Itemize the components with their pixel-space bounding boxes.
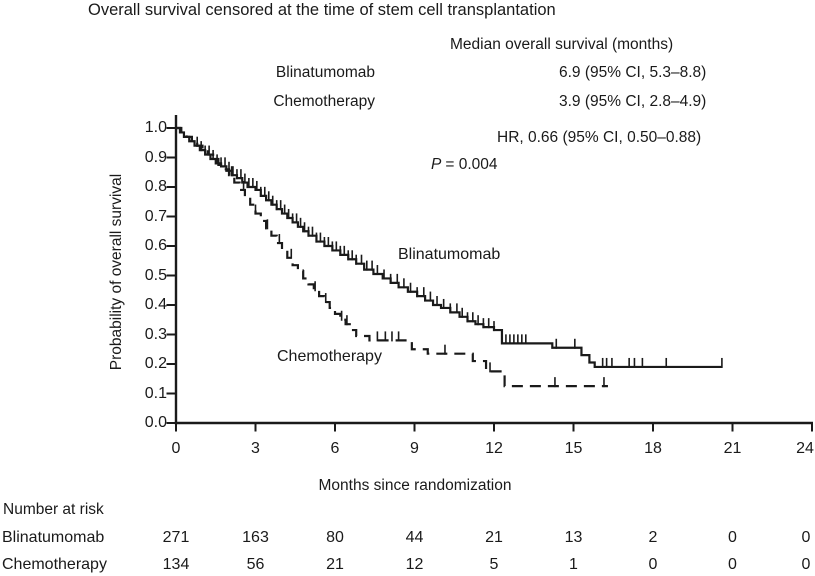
risk-count-chemotherapy: 56 (246, 556, 265, 573)
risk-count-chemotherapy: 0 (728, 556, 737, 573)
chart-title: Overall survival censored at the time of stem cell transplantation (88, 1, 556, 19)
y-tick-label: 0.4 (144, 296, 167, 313)
p-symbol: P (431, 156, 442, 173)
survival-curve-chemotherapy (176, 128, 608, 386)
stats-label-chemotherapy: Chemotherapy (273, 93, 375, 110)
risk-row-label-blinatumomab: Blinatumomab (2, 529, 105, 546)
y-axis-title: Probability of overall survival (108, 173, 125, 371)
risk-count-blinatumomab: 21 (485, 529, 503, 546)
curve-label-blinatumomab: Blinatumomab (398, 246, 501, 263)
x-axis-title: Months since randomization (318, 477, 512, 494)
curve-label-chemotherapy: Chemotherapy (277, 348, 382, 365)
x-tick-label: 3 (251, 440, 260, 457)
risk-count-chemotherapy: 1 (569, 556, 578, 573)
y-tick-label: 0.3 (144, 325, 167, 343)
risk-count-blinatumomab: 163 (242, 529, 269, 546)
risk-count-blinatumomab: 271 (162, 529, 190, 546)
y-tick-label: 0.0 (144, 414, 167, 431)
x-tick-label: 21 (723, 440, 742, 457)
x-tick-label: 18 (644, 440, 662, 457)
risk-count-chemotherapy: 134 (162, 556, 190, 573)
y-tick-label: 0.5 (144, 266, 167, 284)
stats-value-chemotherapy: 3.9 (95% CI, 2.8–4.9) (559, 93, 707, 110)
risk-count-blinatumomab: 80 (326, 529, 344, 546)
stats-value-blinatumomab: 6.9 (95% CI, 5.3–8.8) (559, 64, 707, 81)
survival-curve-blinatumomab (176, 128, 722, 367)
y-tick-label: 0.7 (144, 207, 167, 225)
median-survival-header: Median overall survival (months) (450, 36, 674, 53)
x-tick-label: 0 (171, 440, 181, 457)
x-tick-label: 24 (796, 440, 814, 457)
risk-count-blinatumomab: 44 (405, 529, 424, 546)
x-tick-label: 12 (485, 440, 503, 457)
y-tick-label: 1.0 (144, 119, 167, 136)
risk-table-heading: Number at risk (3, 501, 104, 518)
risk-count-chemotherapy: 12 (405, 556, 424, 573)
risk-count-blinatumomab: 0 (801, 529, 811, 546)
y-tick-label: 0.1 (144, 384, 167, 402)
risk-count-blinatumomab: 2 (648, 529, 658, 546)
p-number: = 0.004 (445, 156, 498, 173)
x-tick-label: 9 (410, 440, 419, 457)
x-tick-label: 6 (330, 440, 340, 457)
y-tick-label: 0.8 (144, 178, 167, 195)
y-tick-label: 0.6 (144, 237, 167, 254)
risk-count-chemotherapy: 5 (489, 556, 499, 573)
risk-row-label-chemotherapy: Chemotherapy (2, 556, 107, 573)
risk-count-blinatumomab: 0 (728, 529, 737, 546)
risk-count-chemotherapy: 0 (801, 556, 811, 573)
y-tick-label: 0.2 (144, 355, 167, 372)
risk-count-chemotherapy: 21 (326, 556, 344, 573)
y-tick-label: 0.9 (144, 148, 167, 166)
risk-count-chemotherapy: 0 (648, 556, 658, 573)
risk-count-blinatumomab: 13 (564, 529, 583, 546)
x-tick-label: 15 (564, 440, 583, 457)
hazard-ratio-text: HR, 0.66 (95% CI, 0.50–0.88) (497, 129, 702, 146)
stats-label-blinatumomab: Blinatumomab (275, 64, 375, 81)
